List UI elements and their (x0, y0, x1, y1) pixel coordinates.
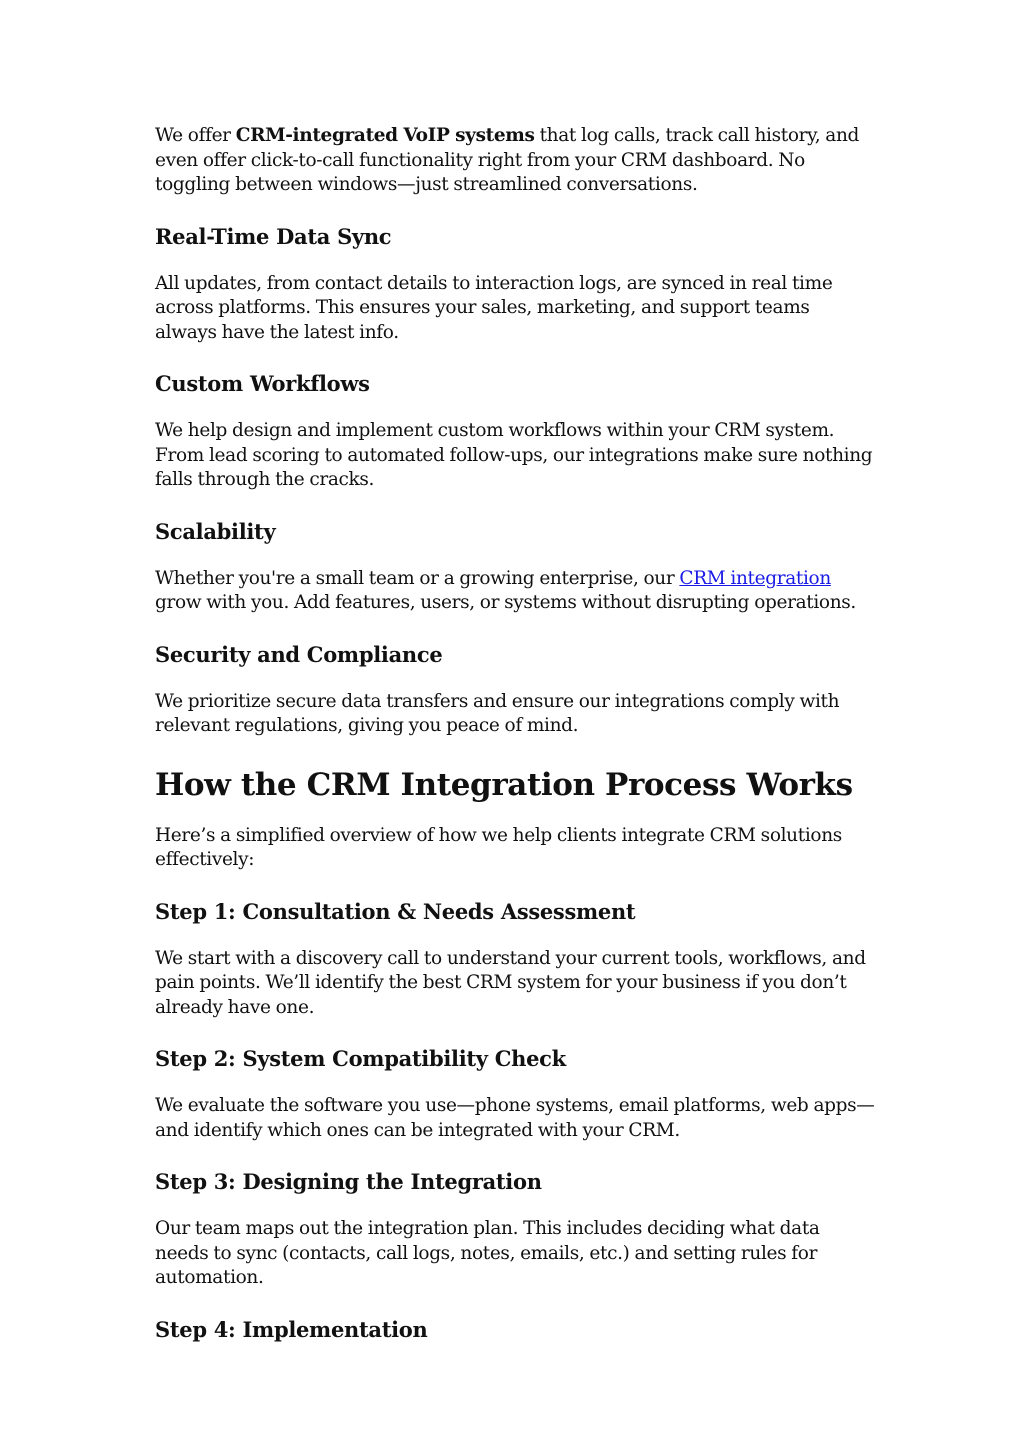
realtime-paragraph: All updates, from contact details to interaction logs, are synced in real time across platforms. This ensures your sales, marketing, and support teams always have the latest info. (155, 272, 833, 343)
document-page (155, 124, 875, 1343)
process-heading: How the CRM Integration Process Works (155, 766, 853, 803)
crm-integration-link[interactable]: CRM integration (679, 567, 831, 589)
intro-text-start: We offer (155, 125, 236, 146)
step-1-heading: Step 1: Consultation & Needs Assessment (155, 898, 636, 924)
step-2-paragraph: We evaluate the software you use—phone systems, email platforms, web apps—and identify which ones can be integrated with your CRM. (155, 1095, 875, 1141)
process-intro-paragraph: Here’s a simplified overview of how we help clients integrate CRM solutions effectively: (155, 824, 842, 870)
scalability-paragraph (155, 567, 875, 616)
realtime-heading: Real-Time Data Sync (155, 223, 392, 249)
scalability-text-end: grow with you. Add features, users, or systems without disrupting operations. (155, 592, 856, 613)
scalability-text-start: Whether you're a small team or a growing enterprise, our (155, 567, 680, 589)
step-3-paragraph: Our team maps out the integration plan. This includes deciding what data needs to sync (contacts, call logs, notes, emails, etc.) and setting rules for automation. (155, 1218, 820, 1288)
step-1-paragraph: We start with a discovery call to understand your current tools, workflows, and pain points. We’ll identify the best CRM system for your business if you don’t already have one. (155, 947, 866, 1018)
scalability-heading: Scalability (155, 518, 276, 544)
workflows-paragraph: We help design and implement custom workflows within your CRM system. From lead scoring to automated follow-ups, our integrations make sure nothing falls through the cracks. (155, 420, 873, 490)
security-paragraph: We prioritize secure data transfers and ensure our integrations comply with relevant regulations, giving you peace of mind. (155, 690, 840, 736)
security-heading: Security and Compliance (155, 641, 443, 667)
step-2-heading: Step 2: System Compatibility Check (155, 1046, 566, 1071)
intro-text-end: that log calls, track call history, and even offer click-to-call functionality right from your CRM dashboard. No toggling between windows—just streamlined conversations. (155, 125, 860, 195)
workflows-heading: Custom Workflows (155, 371, 370, 396)
step-4-heading: Step 4: Implementation (155, 1316, 428, 1342)
step-3-heading: Step 3: Designing the Integration (155, 1169, 542, 1194)
intro-bold-phrase: CRM-integrated VoIP systems (235, 125, 535, 146)
intro-paragraph (155, 124, 875, 198)
